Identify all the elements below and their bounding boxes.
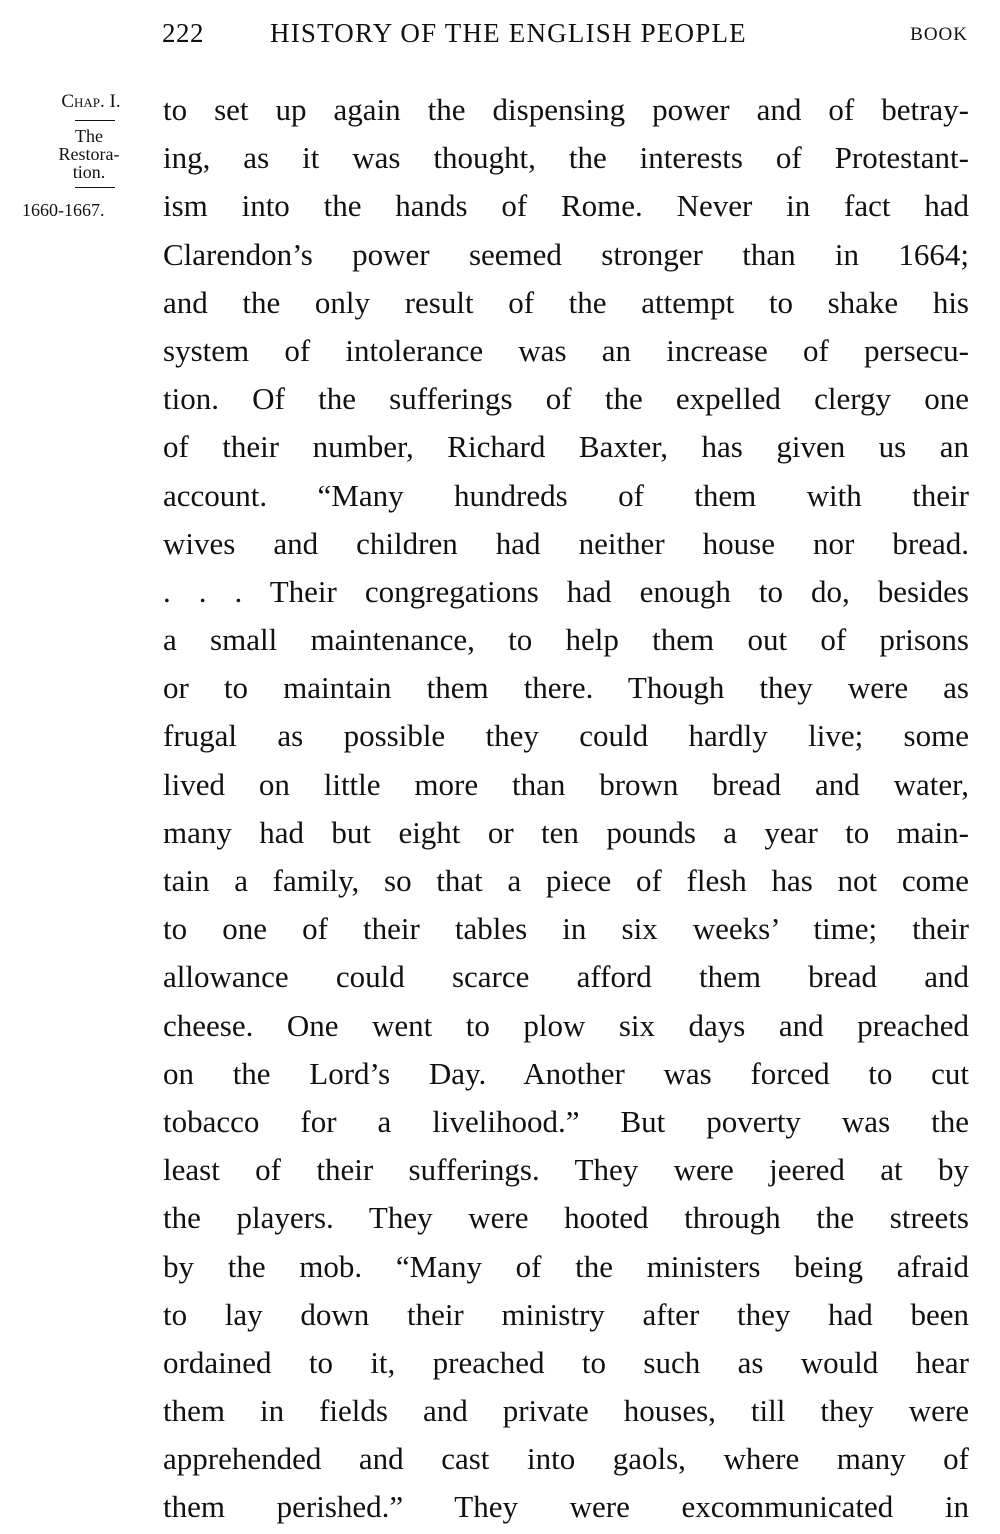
text-line: lived on little more than brown bread and water, bbox=[163, 766, 969, 802]
text-line: them in fields and private houses, till they were bbox=[163, 1393, 969, 1429]
text-line: system of intolerance was an increase of persecu- bbox=[163, 332, 969, 368]
book-title: HISTORY OF THE ENGLISH PEOPLE bbox=[270, 18, 747, 48]
topic-line: tion. bbox=[72, 162, 106, 182]
text-line: wives and children had neither house nor bread. bbox=[163, 525, 969, 561]
text-line: a small maintenance, to help them out of prisons bbox=[163, 622, 969, 658]
text-line: on the Lord’s Day. Another was forced to cut bbox=[163, 1055, 969, 1091]
text-line: and the only result of the attempt to shake his bbox=[163, 284, 969, 320]
text-line: account. “Many hundreds of them with their bbox=[163, 477, 969, 513]
text-line: tain a family, so that a piece of flesh has not come bbox=[163, 863, 969, 898]
text-line: to one of their tables in six weeks’ time; their bbox=[163, 911, 969, 947]
text-line: tobacco for a livelihood.” But poverty was the bbox=[163, 1103, 969, 1139]
page-number: 222 bbox=[162, 18, 204, 48]
text-line: ism into the hands of Rome. Never in fact had bbox=[163, 188, 969, 224]
text-line: apprehended and cast into gaols, where many of bbox=[163, 1441, 969, 1477]
text-line: many had but eight or ten pounds a year to main- bbox=[163, 814, 969, 850]
text-line: frugal as possible they could hardly live; some bbox=[163, 718, 969, 754]
topic-line: The bbox=[75, 126, 103, 146]
text-line: of their number, Richard Baxter, has given us an bbox=[163, 429, 969, 465]
text-line: least of their sufferings. They were jeered at by bbox=[163, 1152, 969, 1188]
margin-notes bbox=[22, 92, 152, 220]
running-head bbox=[162, 12, 968, 56]
body-text bbox=[163, 86, 969, 1532]
text-line: ordained to it, preached to such as would hear bbox=[163, 1344, 969, 1380]
text-line: the players. They were hooted through the streets bbox=[163, 1200, 969, 1236]
topic-line: Restora- bbox=[58, 144, 120, 164]
text-line: cheese. One went to plow six days and preached bbox=[163, 1007, 969, 1043]
text-line: to lay down their ministry after they had been bbox=[163, 1296, 969, 1332]
chapter-label: Chap. I. bbox=[61, 91, 121, 112]
text-line: to set up again the dispensing power and of betray- bbox=[163, 92, 969, 127]
text-line: ing, as it was thought, the interests of Protestant- bbox=[163, 140, 969, 176]
text-line: or to maintain them there. Though they were as bbox=[163, 670, 969, 706]
margin-divider bbox=[75, 120, 115, 121]
text-line: allowance could scarce afford them bread and bbox=[163, 959, 969, 995]
text-line: tion. Of the sufferings of the expelled clergy one bbox=[163, 381, 969, 417]
margin-divider bbox=[75, 187, 115, 188]
topic-label bbox=[34, 127, 144, 181]
text-line: them perished.” They were excommunicated in bbox=[163, 1489, 969, 1525]
text-line: by the mob. “Many of the ministers being afraid bbox=[163, 1248, 969, 1284]
date-range: 1660-1667. bbox=[22, 200, 105, 220]
book-label: BOOK bbox=[910, 24, 968, 45]
text-line: . . . Their congregations had enough to do, besides bbox=[163, 573, 969, 609]
text-line: Clarendon’s power seemed stronger than in 1664; bbox=[163, 236, 969, 272]
